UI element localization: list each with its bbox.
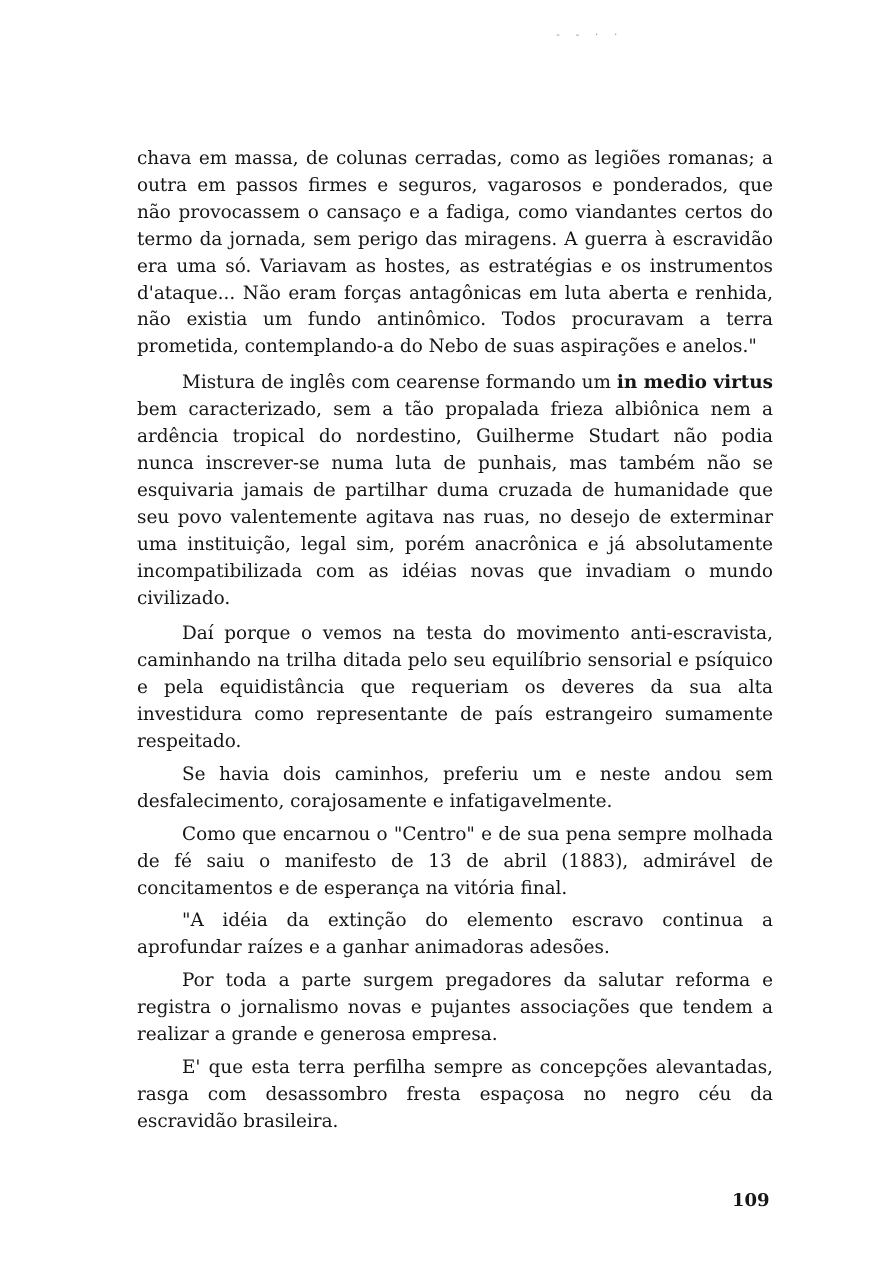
paragraph-continuation: chava em massa, de colunas cerradas, como as legiões romanas; a outra em passos firmes e seguros, vagarosos e ponderados, que não provocassem o cansaço e a fadiga, como viandantes certos do termo da jornada, sem perigo das miragens. A guerra à escravidão era uma só. Variavam as hostes, as estratégias e os instrumentos d'ataque... Não eram forças antagônicas em luta aberta e renhida, não existia um fundo antinômico. Todos procuravam a terra prometida, contemplando-a do Nebo de suas aspirações e anelos." bbox=[137, 148, 773, 358]
paragraph-dois-caminhos: Se havia dois caminhos, preferiu um e neste andou sem desfalecimento, corajosamente e infatigavelmente. bbox=[137, 763, 773, 812]
paragraph-mistura bbox=[137, 370, 773, 612]
paragraph-quote-terra: E' que esta terra perfilha sempre as concepções alevantadas, rasga com desassombro fresta espaçosa no negro céu da escravidão brasileira. bbox=[137, 1057, 773, 1132]
paragraph-quote-ideia: "A idéia da extinção do elemento escravo continua a aprofundar raízes e a ganhar animadoras adesões. bbox=[137, 910, 773, 959]
paragraph-mistura-end: bem caracterizado, sem a tão propalada frieza albiônica nem a ardência tropical do nordestino, Guilherme Studart não podia nunca inscrever-se numa luta de punhais, mas também não se esquivaria jamais de partilhar duma cruzada de humanidade que seu povo valentemente agitava nas ruas, no desejo de exterminar uma instituição, legal sim, porém anacrônica e já absolutamente incompatibilizada com as idéias novas que invadiam o mundo civilizado. bbox=[137, 399, 773, 609]
paragraph-centro: Como que encarnou o "Centro" e de sua pena sempre molhada de fé saiu o manifesto de 13 de abril (1883), admirável de concitamentos e de esperança na vitória final. bbox=[137, 823, 773, 899]
body-text bbox=[137, 146, 773, 1136]
paragraph-mistura-start: Mistura de inglês com cearense formando um bbox=[182, 372, 617, 394]
paragraph-dai-porque: Daí porque o vemos na testa do movimento anti-escravista, caminhando na trilha ditada pelo seu equilíbrio sensorial e psíquico e pela equidistância que requeriam os deveres da sua alta investidura como representante de país estrangeiro sumamente respeitado. bbox=[137, 623, 773, 753]
page-number: 109 bbox=[732, 1190, 770, 1211]
paragraph-quote-pregadores: Por toda a parte surgem pregadores da salutar reforma e registra o jornalismo novas e pujantes associações que tendem a realizar a grande e generosa empresa. bbox=[137, 970, 773, 1046]
scan-marks: - - · · bbox=[556, 28, 624, 41]
latin-phrase: in medio virtus bbox=[616, 372, 774, 394]
